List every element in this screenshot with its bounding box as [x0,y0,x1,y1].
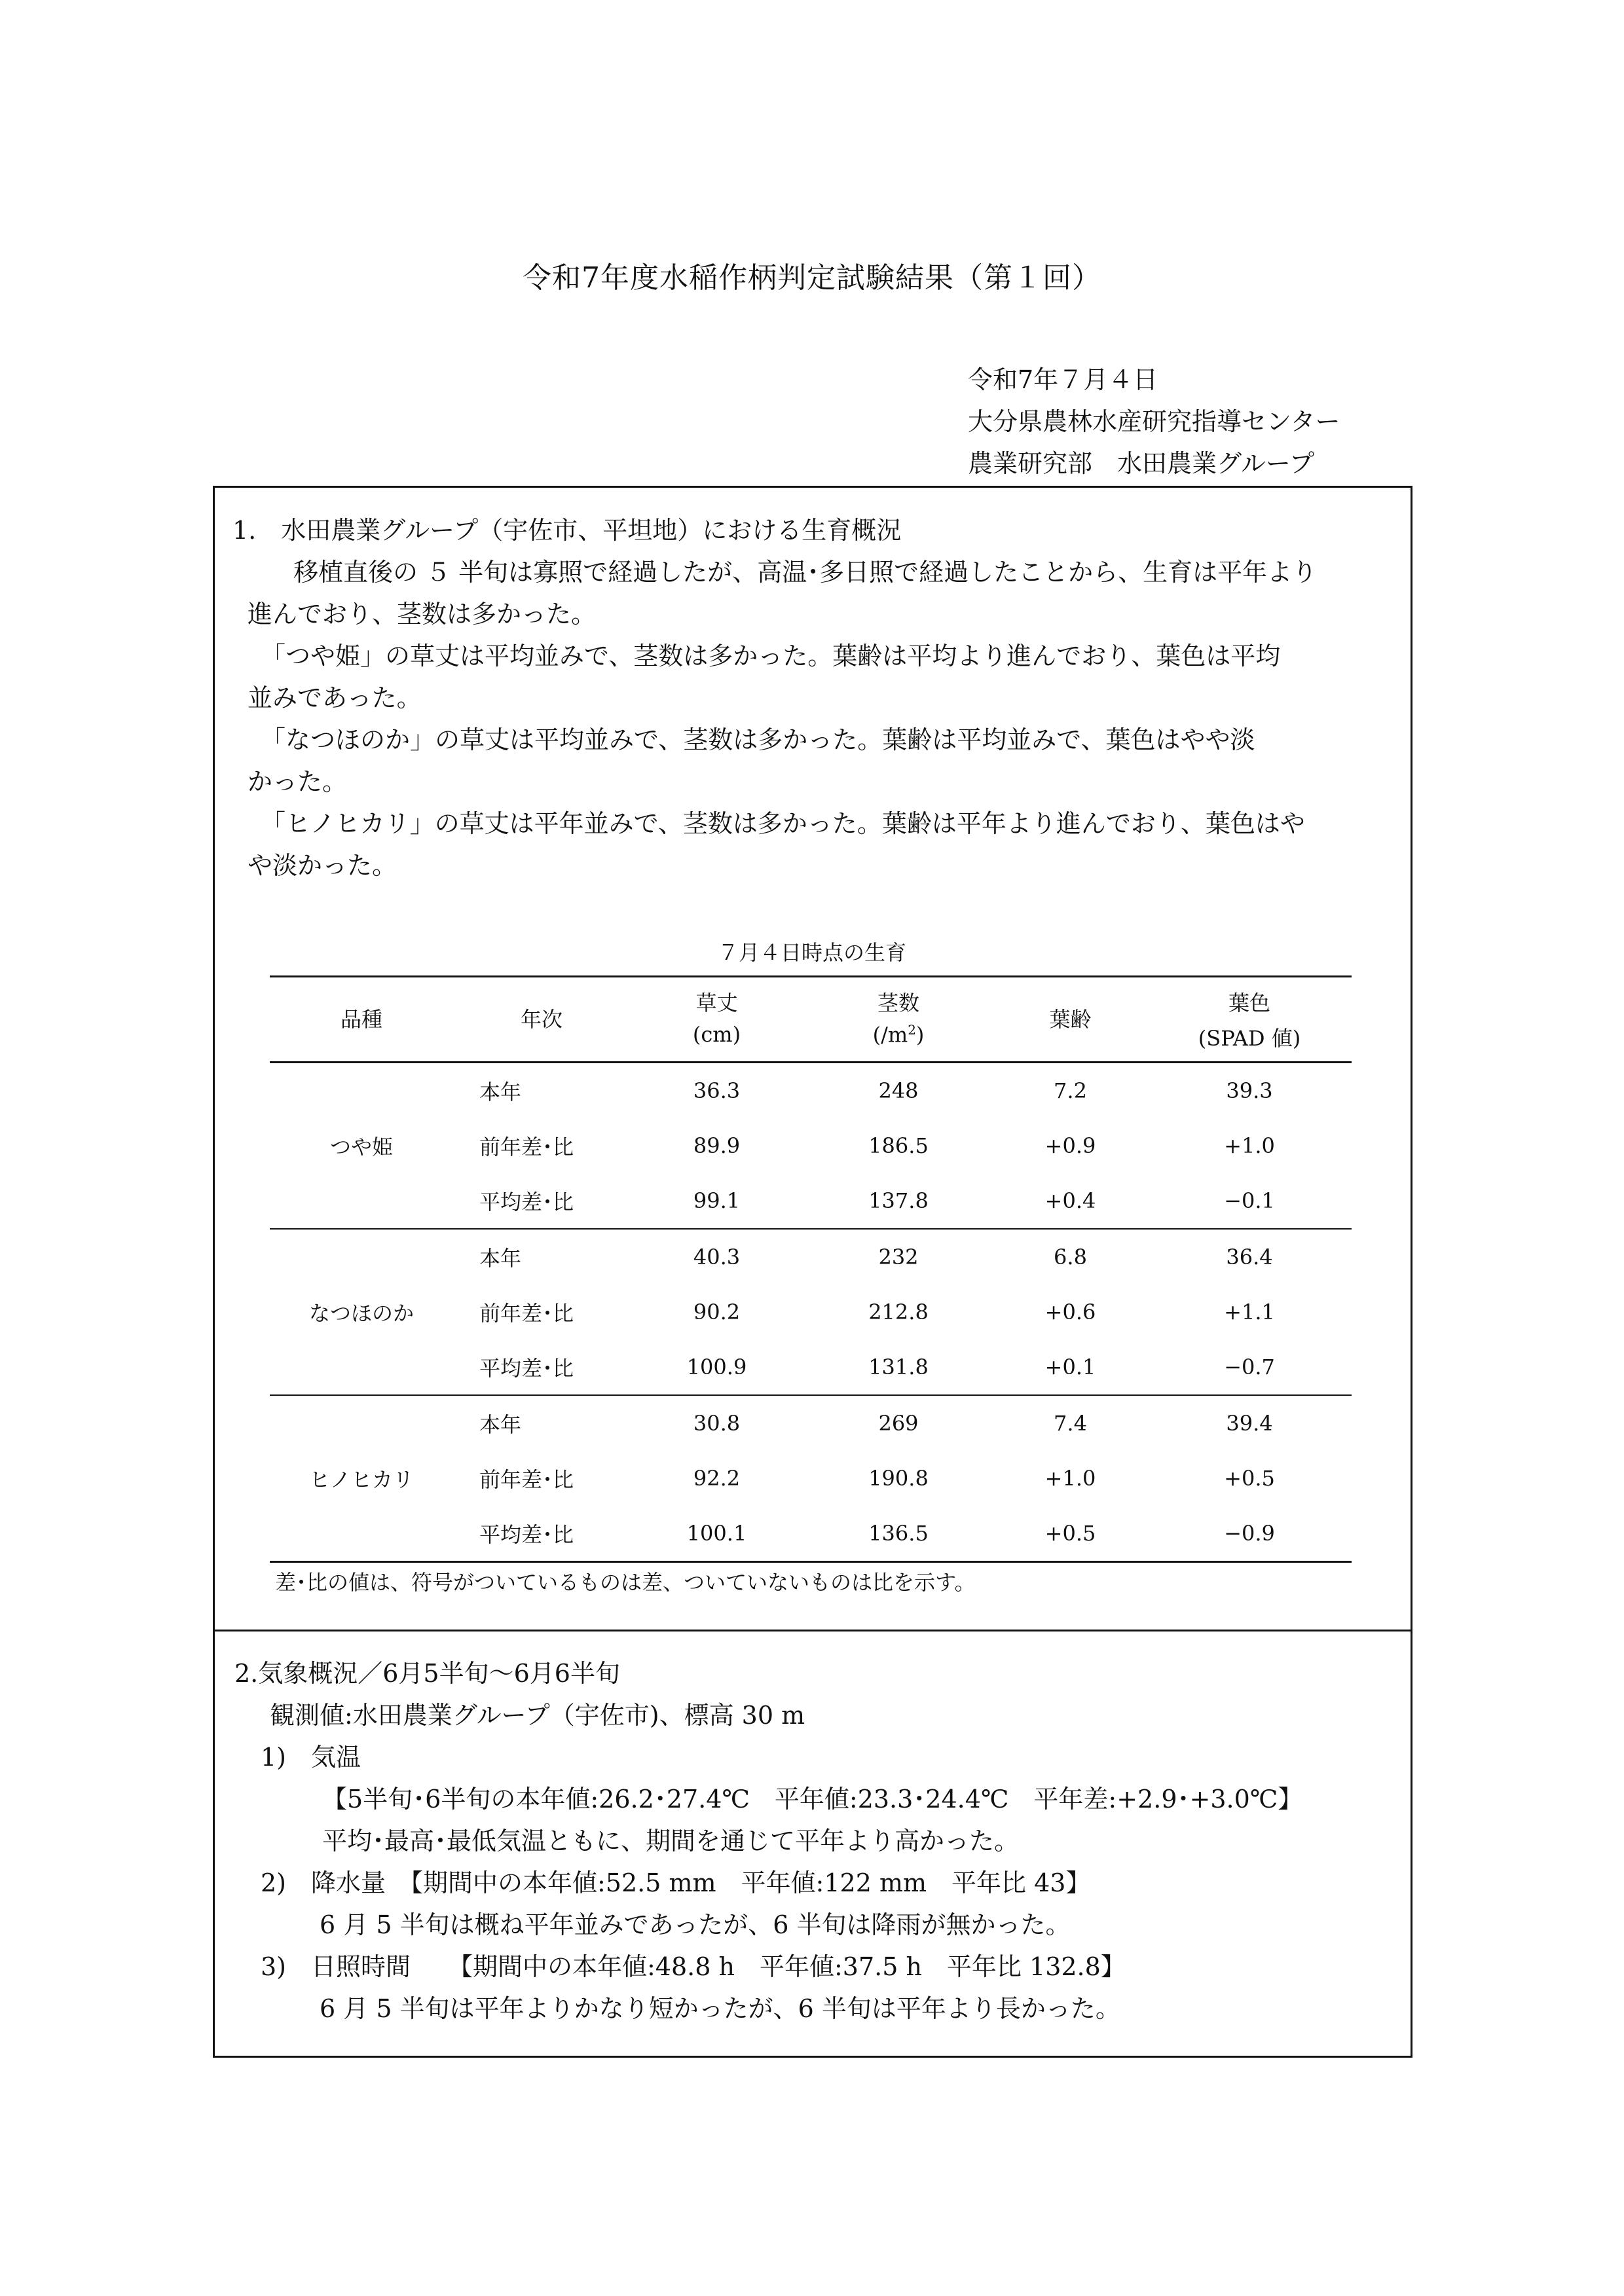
table-row [270,1395,1352,1451]
para3-line2: かった。 [248,767,348,796]
growth-table [270,975,1352,1563]
rainfall-text: 6 月 5 半旬は概ね平年並みであったが、6 半旬は降雨が無かった。 [320,1910,1071,1939]
organization: 大分県農林水産研究指導センター [968,407,1340,436]
cell-leaf-age: 6.8 [1054,1245,1087,1269]
cell-year: 前年差･比 [479,1467,574,1492]
sunshine-text: 6 月 5 半旬は平年よりかなり短かったが、6 半旬は平年より長かった。 [320,1994,1120,2023]
cell-height: 30.8 [693,1411,741,1436]
header-block [968,359,1340,484]
variety-hinohikari: ヒノヒカリ [270,1395,453,1562]
cell-leaf-age: +0.5 [993,1506,1147,1562]
cell-stems: 269 [878,1411,919,1436]
cell-height: 36.3 [693,1078,741,1103]
cell-height: 99.1 [630,1173,803,1229]
cell-height: 92.2 [693,1466,741,1491]
cell-stems: 186.5 [868,1133,929,1158]
header-stems-unit: $(/m^2)$ [872,1022,925,1048]
cell-year: 前年差･比 [479,1301,574,1326]
cell-leaf-color: +0.5 [1224,1466,1275,1491]
page-title: 令和7年度水稲作柄判定試験結果（第１回） [523,261,1101,295]
cell-year: 本年 [479,1412,522,1437]
header-height-unit: (cm) [692,1022,741,1047]
cell-leaf-color: +1.0 [1224,1133,1275,1158]
cell-stems: 212.8 [868,1300,929,1324]
cell-stems: 136.5 [803,1506,993,1562]
para2-line1: 「つや姫」の草丈は平均並みで、茎数は多かった。葉齢は平均より進んでおり、葉色は平均 [261,642,1281,670]
temperature-values: 【5半旬･6半旬の本年値:26.2･27.4℃ 平年値:23.3･24.4℃ 平年差:+2.9･+3.0℃】 [322,1785,1303,1813]
cell-stems: 190.8 [868,1466,929,1491]
variety-tsuyahime: つや姫 [270,1063,453,1230]
cell-stems: 137.8 [803,1173,993,1229]
cell-year: 平均差･比 [453,1506,630,1562]
cell-leaf-color: 39.3 [1226,1078,1273,1103]
cell-stems: 248 [878,1078,919,1103]
cell-leaf-age: 7.4 [1054,1411,1087,1436]
cell-stems: 131.8 [803,1339,993,1395]
cell-year: 本年 [479,1246,522,1271]
table-note: 差･比の値は、符号がついているものは差、ついていないものは比を示す。 [275,1570,976,1595]
cell-leaf-color: −0.7 [1147,1339,1352,1395]
rainfall-label: 2) 降水量 【期間中の本年値:52.5 mm 平年値:122 mm 平年比 43】 [261,1868,1091,1897]
cell-leaf-age: +1.0 [1044,1466,1096,1491]
issue-date: 令和7年７月４日 [968,365,1158,394]
cell-height: 89.9 [693,1133,741,1158]
cell-leaf-color: 36.4 [1226,1245,1273,1269]
department: 農業研究部 水田農業グループ [968,449,1314,478]
section2-heading: 2.気象概況／6月5半旬～6月6半旬 [234,1659,620,1688]
para4-line2: や淡かった。 [248,851,397,880]
para4-line1: 「ヒノヒカリ」の草丈は平年並みで、茎数は多かった。葉齢は平年より進んでおり、葉色はや [261,809,1305,838]
cell-year: 前年差･比 [479,1135,574,1159]
para3-line1: 「なつほのか」の草丈は平均並みで、茎数は多かった。葉齢は平均並みで、葉色はやや淡 [261,725,1255,754]
variety-natsuhonoka: なつほのか [270,1229,453,1395]
cell-year: 平均差･比 [453,1173,630,1229]
sunshine-label: 3) 日照時間 【期間中の本年値:48.8 h 平年値:37.5 h 平年比 132.8】 [261,1952,1126,1981]
header-leaf-color: 葉色 [1228,991,1270,1015]
para1-line1: 移植直後の ５ 半旬は寡照で経過したが、高温･多日照で経過したことから、生育は平年より [293,558,1318,587]
header-leaf-age: 葉齢 [1049,1007,1092,1032]
cell-leaf-color: −0.1 [1147,1173,1352,1229]
cell-leaf-color: 39.4 [1226,1411,1273,1436]
temperature-label: 1) 気温 [261,1743,361,1772]
cell-height: 100.1 [630,1506,803,1562]
table-row [270,1063,1352,1119]
cell-height: 100.9 [630,1339,803,1395]
cell-year: 本年 [479,1080,522,1104]
cell-leaf-age: +0.4 [993,1173,1147,1229]
table-caption: ７月４日時点の生育 [717,940,906,965]
cell-leaf-age: +0.9 [1044,1133,1096,1158]
cell-height: 90.2 [693,1300,741,1324]
section1-heading: 1. 水田農業グループ（宇佐市、平坦地）における生育概況 [232,516,902,545]
header-height: 草丈 [695,991,738,1015]
header-leaf-color-unit: (SPAD 値) [1198,1026,1301,1051]
cell-stems: 232 [878,1245,919,1269]
header-stems: 茎数 [877,991,919,1015]
header-variety: 品種 [340,1007,382,1032]
cell-leaf-age: +0.6 [1044,1300,1096,1324]
table-row [270,1229,1352,1285]
header-year: 年次 [520,1007,563,1032]
cell-leaf-age: 7.2 [1054,1078,1087,1103]
cell-height: 40.3 [693,1245,741,1269]
observation-info: 観測値:水田農業グループ（宇佐市)、標高 30 m [270,1701,805,1730]
para1-line2: 進んでおり、茎数は多かった。 [248,600,597,629]
temperature-text: 平均･最高･最低気温ともに、期間を通じて平年より高かった。 [322,1827,1020,1855]
cell-leaf-color: −0.9 [1147,1506,1352,1562]
cell-leaf-age: +0.1 [993,1339,1147,1395]
para2-line2: 並みであった。 [248,683,422,712]
cell-leaf-color: +1.1 [1224,1300,1275,1324]
cell-year: 平均差･比 [453,1339,630,1395]
